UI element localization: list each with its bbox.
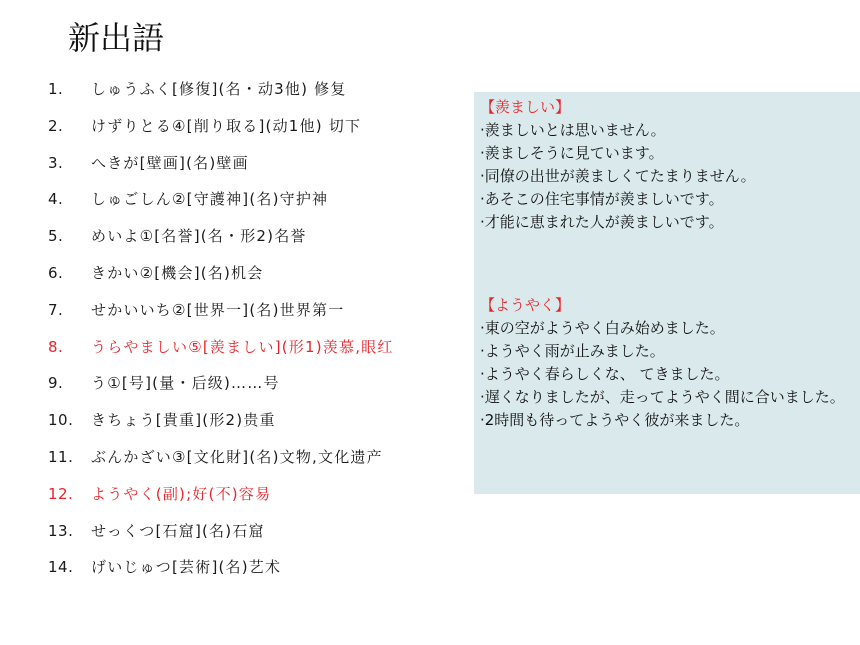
vocab-item [0,481,470,518]
vocab-number: 9. [48,374,64,393]
vocab-item [0,444,470,481]
vocab-entry: う①[号](量・后级)……号 [91,374,280,393]
vocab-entry: きかい②[機会](名)机会 [91,263,264,282]
example-sentence: ·羨ましそうに見ています。 [480,144,664,162]
vocab-item [0,186,470,223]
vocab-number: 5. [48,227,64,246]
vocab-item [0,334,470,371]
vocab-item [0,554,470,591]
vocab-entry: げいじゅつ[芸術](名)艺术 [91,558,282,577]
vocabulary-list [0,76,470,591]
example-sentence: ·才能に恵まれた人が羨ましいです。 [480,213,724,231]
example-group [480,96,860,234]
vocab-entry: ぶんかざい③[文化財](名)文物,文化遗产 [91,447,383,466]
vocab-item [0,370,470,407]
example-sentence: ·ようやく雨が止みました。 [480,342,665,360]
vocab-entry: せっくつ[石窟](名)石窟 [91,521,265,540]
vocab-item [0,518,470,555]
vocab-number: 12. [48,484,74,503]
vocab-entry: へきが[壁画](名)壁画 [91,153,249,172]
vocab-item [0,113,470,150]
vocab-item [0,407,470,444]
vocab-item [0,150,470,187]
slide-title: 新出語 [68,19,165,57]
example-group [480,294,860,432]
example-sentence: ·羨ましいとは思いません。 [480,121,666,139]
example-sentence: ·ようやく春らしくな、 てきました。 [480,365,730,383]
vocab-entry: けずりとる④[削り取る](动1他) 切下 [91,116,362,135]
vocab-number: 11. [48,447,74,466]
vocab-entry: ようやく(副);好(不)容易 [91,484,272,503]
vocab-number: 4. [48,190,64,209]
vocab-entry: しゅごしん②[守護神](名)守护神 [91,190,329,209]
vocab-number: 1. [48,80,64,98]
example-sentence: ·遅くなりましたが、走ってようやく間に合いました。 [480,388,845,406]
vocab-entry: きちょう[貴重](形2)贵重 [91,411,276,430]
example-sentence: ·2時間も待ってようやく彼が来ました。 [480,411,750,429]
vocab-number: 3. [48,153,64,172]
example-group-heading: 【ようやく】 [480,296,571,314]
vocab-item [0,297,470,334]
vocab-number: 14. [48,558,74,577]
vocab-entry: うらやましい⑤[羨ましい](形1)羡慕,眼红 [91,337,394,356]
example-sentence: ·東の空がようやく白み始めました。 [480,319,725,337]
example-group-heading: 【羨ましい】 [480,98,571,116]
vocab-number: 7. [48,300,64,319]
vocab-entry: せかいいち②[世界一](名)世界第一 [91,300,345,319]
vocab-item [0,223,470,260]
example-sentence: ·同僚の出世が羨ましくてたまりません。 [480,167,756,185]
vocab-item [0,76,470,113]
vocab-number: 6. [48,263,64,282]
example-sentences-panel [474,92,860,494]
vocab-number: 10. [48,411,74,430]
vocab-entry: しゅうふく[修復](名・动3他) 修复 [91,80,347,98]
vocab-number: 2. [48,116,64,135]
vocab-number: 13. [48,521,74,540]
example-sentence: ·あそこの住宅事情が羨ましいです。 [480,190,724,208]
vocab-number: 8. [48,337,64,356]
vocab-item [0,260,470,297]
vocab-entry: めいよ①[名誉](名・形2)名誉 [91,227,307,246]
